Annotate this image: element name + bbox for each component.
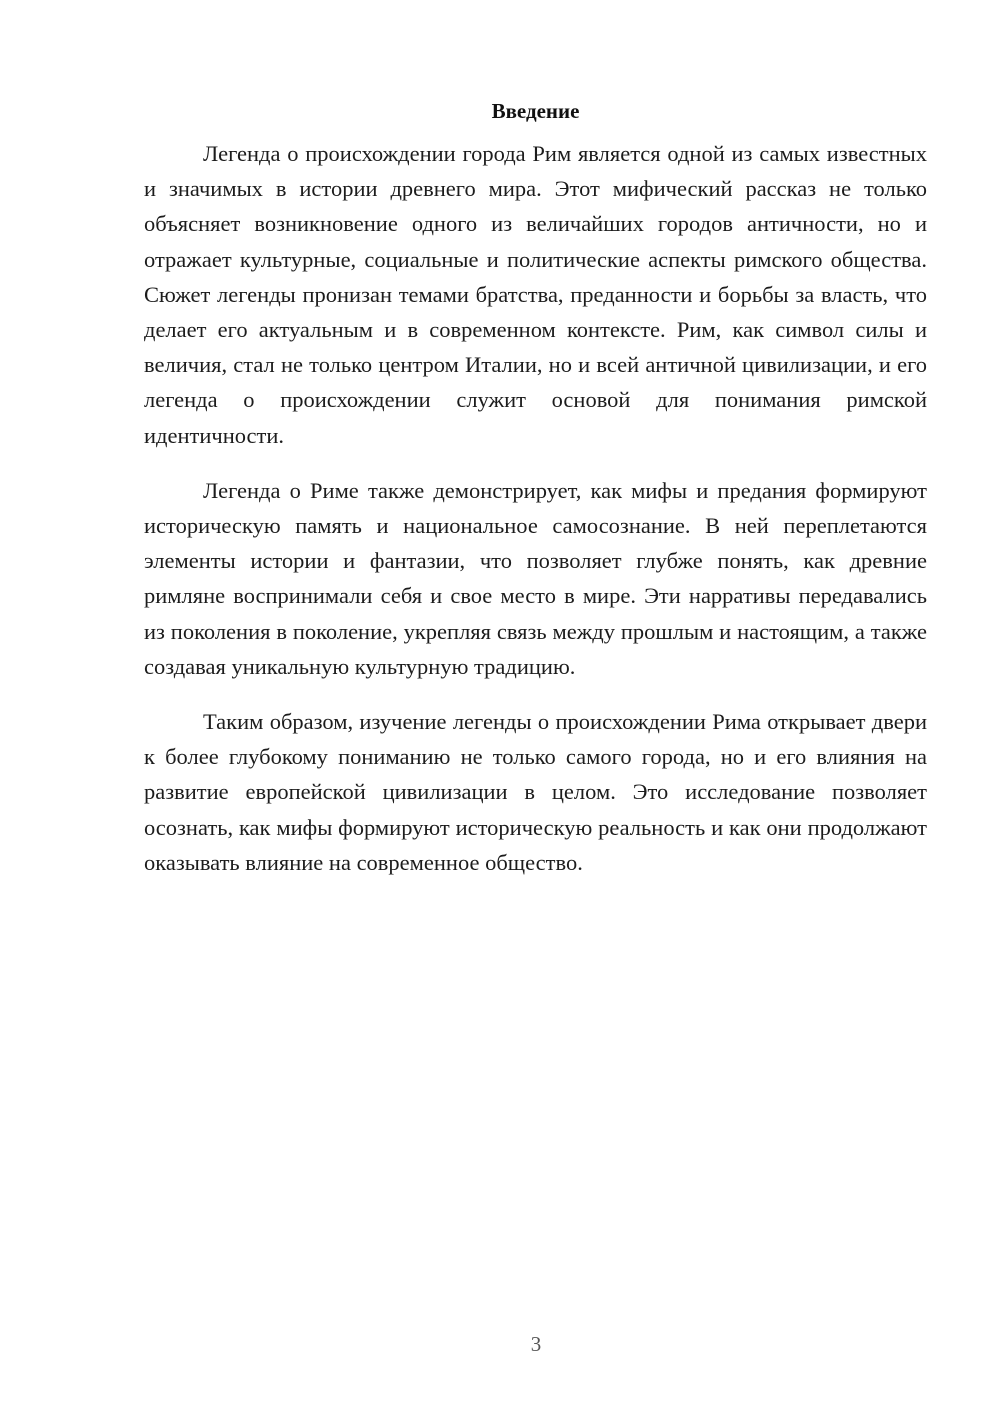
paragraph-1: Легенда о происхождении города Рим является одной из самых известных и значимых в истории древнего мира. Этот мифический рассказ не только объясняет возникновение одного из величайших городов античности, но и отражает культурные, социальные и политические аспекты римского общества. Сюжет легенды пронизан темами братства, преданности и борьбы за власть, что делает его актуальным и в современном контексте. Рим, как символ силы и величия, стал не только центром Италии, но и всей античной цивилизации, и его легенда о происхождении служит основой для понимания римской идентичности.: [144, 141, 927, 448]
paragraph-2: Легенда о Риме также демонстрирует, как мифы и предания формируют историческую память и национальное самосознание. В ней переплетаются элементы истории и фантазии, что позволяет глубже понять, как древние римляне воспринимали себя и свое место в мире. Эти нарративы передавались из поколения в поколение, укрепляя связь между прошлым и настоящим, а также создавая уникальную культурную традицию.: [144, 477, 927, 679]
section-title: Введение: [491, 99, 580, 123]
page-content: [144, 96, 927, 900]
page-number: 3: [530, 1332, 542, 1356]
paragraph-3: Таким образом, изучение легенды о происхождении Рима открывает двери к более глубокому пониманию не только самого города, но и его влияния на развитие европейской цивилизации в целом. Это исследование позволяет осознать, как мифы формируют историческую реальность и как они продолжают оказывать влияние на современное общество.: [144, 709, 927, 875]
